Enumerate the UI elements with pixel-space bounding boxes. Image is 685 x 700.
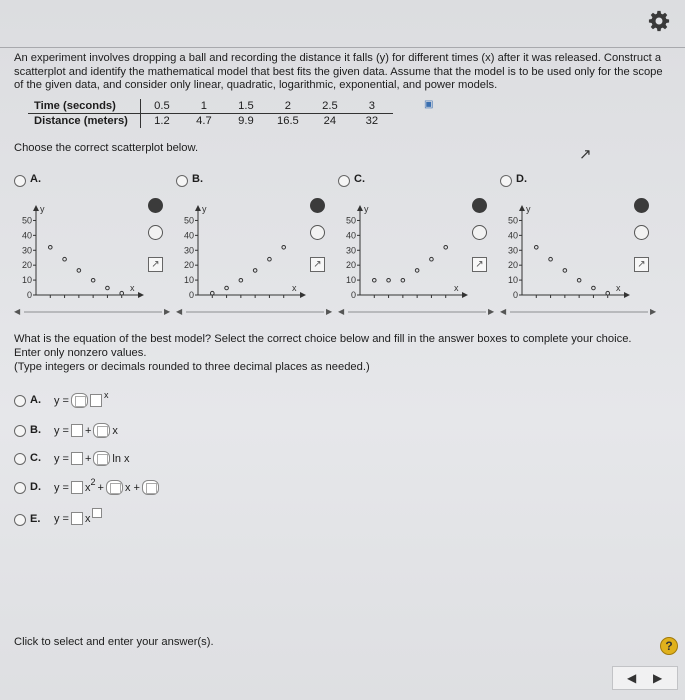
intercept-input[interactable] (71, 452, 83, 465)
formula (54, 451, 130, 466)
radio-button[interactable] (14, 425, 26, 437)
y-arrow (33, 205, 39, 211)
slope-input[interactable] (93, 423, 110, 438)
equation-hint: (Type integers or decimals rounded to three decimal places as needed.) (14, 361, 370, 373)
y-axis-label: y (40, 204, 45, 214)
popout-icon[interactable]: ↗ (634, 257, 649, 272)
data-point (268, 257, 272, 261)
choice-d[interactable] (500, 173, 660, 313)
y-tick-label: 0 (188, 290, 194, 300)
zoom-out-icon[interactable] (310, 225, 325, 240)
data-table (28, 99, 393, 128)
y-arrow (519, 205, 525, 211)
data-point (91, 278, 95, 282)
y-tick-label: 50 (183, 215, 194, 226)
choice-label: C. (354, 173, 365, 185)
next-icon[interactable]: ▶ (653, 671, 663, 685)
radio-button[interactable] (500, 175, 512, 187)
question-navigation (612, 666, 678, 690)
y-tick-label: 10 (507, 275, 518, 286)
data-point (282, 245, 286, 249)
data-point (48, 245, 52, 249)
x-axis-label: x (454, 283, 459, 293)
zoom-out-icon[interactable] (634, 225, 649, 240)
distance-value: 1.2 (154, 115, 170, 127)
x-axis-label: x (292, 283, 297, 293)
y-axis-label: y (364, 204, 369, 214)
quadratic-coefficient-input[interactable] (71, 481, 83, 494)
y-axis-label: y (526, 204, 531, 214)
radio-button[interactable] (14, 482, 26, 494)
x-arrow (462, 292, 468, 298)
radio-button[interactable] (14, 514, 26, 526)
y-tick-label: 30 (507, 245, 518, 256)
data-point (372, 278, 376, 282)
x-axis-label: x (616, 283, 621, 293)
data-point (592, 286, 596, 290)
x-plus: x + (124, 481, 140, 494)
y-tick-label: 50 (345, 215, 356, 226)
previous-icon[interactable]: ◀ (627, 671, 637, 685)
zoom-out-icon[interactable] (472, 225, 487, 240)
y-tick-label: 20 (183, 260, 194, 271)
divider (0, 47, 685, 48)
y-tick-label: 0 (350, 290, 356, 300)
data-point (387, 278, 391, 282)
x-arrow (624, 292, 630, 298)
y-tick-label: 30 (345, 245, 356, 256)
time-value: 3 (351, 99, 393, 114)
formula-lhs: y = (54, 424, 69, 437)
power-exponent-input[interactable] (92, 508, 102, 518)
y-tick-label: 20 (345, 260, 356, 271)
answer-label: D. (30, 481, 41, 493)
scrollbar[interactable]: ◀ ▶ (14, 307, 171, 316)
equation-prompt (14, 332, 654, 374)
formula-lhs: y = (54, 481, 69, 494)
y-tick-label: 10 (21, 275, 32, 286)
answer-label: E. (30, 513, 41, 525)
power-coefficient-input[interactable] (71, 512, 83, 525)
top-bar (0, 0, 685, 46)
data-point (120, 291, 124, 295)
choice-c[interactable] (338, 173, 498, 313)
y-tick-label: 50 (21, 215, 32, 226)
mouse-cursor-icon: ↗ (579, 146, 592, 163)
time-value: 2 (267, 99, 309, 114)
distance-value: 4.7 (196, 115, 212, 127)
scatterplot-a (14, 191, 144, 301)
variable-x: x (112, 424, 118, 437)
data-point (606, 291, 610, 295)
answer-label: A. (30, 394, 41, 406)
distance-value: 16.5 (277, 115, 299, 127)
data-point (106, 286, 110, 290)
x-arrow (138, 292, 144, 298)
radio-button[interactable] (338, 175, 350, 187)
choice-label: A. (30, 173, 41, 185)
scatterplot-d (500, 191, 630, 301)
linear-coefficient-input[interactable] (106, 480, 123, 495)
zoom-out-icon[interactable] (148, 225, 163, 240)
zoom-in-icon[interactable] (472, 198, 487, 213)
y-tick-label: 40 (21, 230, 32, 241)
answer-label: B. (30, 424, 41, 436)
data-point (430, 257, 434, 261)
data-point (401, 278, 405, 282)
plus-sign: + (84, 424, 92, 437)
footer-instruction: Click to select and enter your answer(s). (14, 636, 214, 648)
answer-label: C. (30, 452, 41, 464)
x-variable: x (84, 512, 91, 525)
data-point (253, 269, 257, 273)
y-tick-label: 50 (507, 215, 518, 226)
coefficient-input[interactable] (71, 393, 88, 408)
problem-statement: An experiment involves dropping a ball and recording the distance it falls (y) for different times (x) after it was released. Construct a scatterplot and identify the mathematical model that best fits the given data. Assume that the model is to be used only for the scope of the given data, and consider only linear, quadratic, logarithmic, exponential, and power models. (14, 52, 663, 92)
choice-a[interactable] (14, 173, 174, 313)
exponent-symbol: x (103, 389, 109, 400)
scatterplot-c (338, 191, 468, 301)
y-tick-label: 40 (345, 230, 356, 241)
y-tick-label: 10 (183, 275, 194, 286)
y-tick-label: 10 (345, 275, 356, 286)
formula (54, 423, 118, 438)
radio-button[interactable] (14, 395, 26, 407)
ln-x-term: ln x (112, 452, 130, 465)
formula-lhs: y = (54, 512, 69, 525)
radio-button[interactable] (176, 175, 188, 187)
y-tick-label: 20 (507, 260, 518, 271)
distance-label: Distance (meters) (28, 114, 140, 129)
formula (54, 389, 109, 408)
y-tick-label: 30 (21, 245, 32, 256)
y-tick-label: 0 (512, 290, 518, 300)
y-tick-label: 40 (183, 230, 194, 241)
data-point (77, 269, 81, 273)
y-arrow (195, 205, 201, 211)
distance-value: 24 (323, 115, 337, 127)
x-variable: x (84, 481, 91, 494)
help-button[interactable]: ? (660, 637, 678, 655)
x-axis-label: x (130, 283, 135, 293)
radio-button[interactable] (14, 453, 26, 465)
gear-icon[interactable] (648, 10, 670, 32)
copy-data-icon[interactable]: ▣ (424, 99, 434, 110)
data-point (444, 245, 448, 249)
choice-b[interactable] (176, 173, 336, 313)
scatterplot-b (176, 191, 306, 301)
constant-input[interactable] (142, 480, 159, 495)
distance-value: 32 (365, 115, 379, 127)
zoom-in-icon[interactable] (310, 198, 325, 213)
plus-sign: + (97, 481, 104, 494)
data-point (549, 257, 553, 261)
exponent-two: 2 (90, 476, 96, 487)
zoom-in-icon[interactable] (148, 198, 163, 213)
data-point (225, 286, 229, 290)
radio-button[interactable] (14, 175, 26, 187)
y-tick-label: 20 (21, 260, 32, 271)
base-input[interactable] (90, 394, 102, 407)
popout-icon[interactable]: ↗ (310, 257, 325, 272)
distance-value: 9.9 (238, 115, 254, 127)
formula-lhs: y = (54, 452, 69, 465)
ln-coefficient-input[interactable] (93, 451, 110, 466)
data-point (534, 245, 538, 249)
y-tick-label: 40 (507, 230, 518, 241)
formula (54, 476, 159, 495)
scrollbar[interactable]: ◀ ▶ (338, 307, 495, 316)
time-label: Time (seconds) (28, 99, 140, 114)
choice-label: B. (192, 173, 203, 185)
y-axis-label: y (202, 204, 207, 214)
plus-sign: + (84, 452, 92, 465)
scatter-prompt: Choose the correct scatterplot below. (14, 142, 199, 154)
x-squared (84, 476, 96, 494)
scrollbar[interactable]: ◀ ▶ (500, 307, 657, 316)
popout-icon[interactable]: ↗ (148, 257, 163, 272)
time-value: 1 (183, 99, 225, 114)
data-point (563, 269, 567, 273)
choice-label: D. (516, 173, 527, 185)
equation-question: What is the equation of the best model? Select the correct choice below and fill in the answer boxes to complete your choice. Enter only nonzero values. (14, 333, 632, 359)
scrollbar[interactable]: ◀ ▶ (176, 307, 333, 316)
y-tick-label: 0 (26, 290, 32, 300)
time-value: 0.5 (140, 99, 183, 114)
popout-icon[interactable]: ↗ (472, 257, 487, 272)
data-point (239, 278, 243, 282)
y-tick-label: 30 (183, 245, 194, 256)
formula (54, 512, 102, 525)
data-point (63, 257, 67, 261)
data-point (210, 291, 214, 295)
time-value: 2.5 (309, 99, 351, 114)
y-arrow (357, 205, 363, 211)
data-point (577, 278, 581, 282)
data-point (415, 269, 419, 273)
zoom-in-icon[interactable] (634, 198, 649, 213)
formula-lhs: y = (54, 394, 69, 407)
time-value: 1.5 (225, 99, 267, 114)
x-arrow (300, 292, 306, 298)
intercept-input[interactable] (71, 424, 83, 437)
